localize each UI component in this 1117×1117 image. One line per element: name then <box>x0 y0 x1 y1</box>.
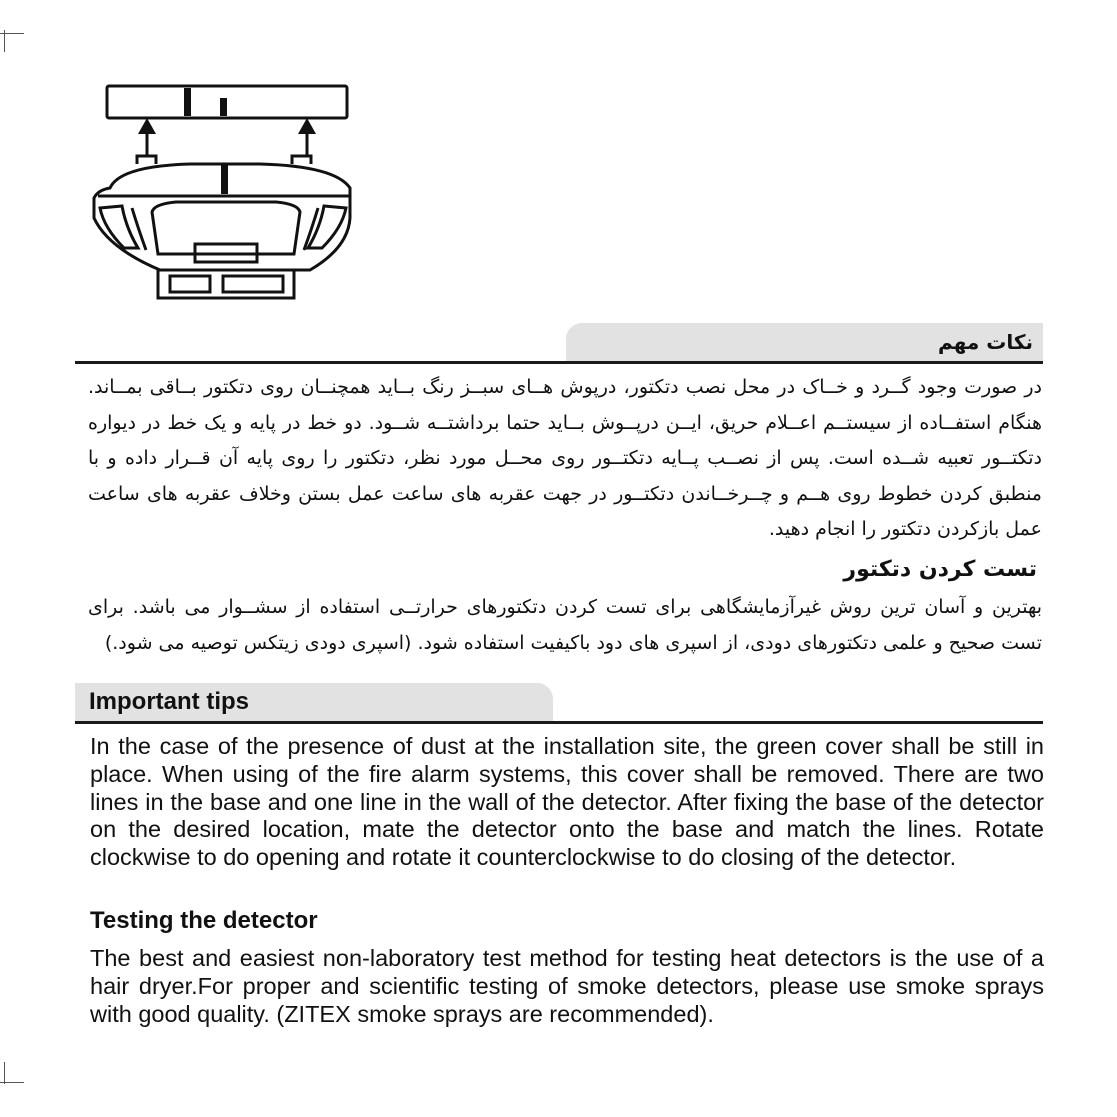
crop-mark-top-vertical <box>4 30 5 52</box>
tab-right <box>292 156 311 164</box>
cover-alignment-line-2 <box>220 98 227 116</box>
en-section-title: Important tips <box>89 688 249 715</box>
tab-left <box>137 156 156 164</box>
vent-center-chamber <box>152 202 300 254</box>
en-section-header <box>75 683 553 721</box>
en-testing-heading: Testing the detector <box>90 907 318 934</box>
body-alignment-line <box>221 164 228 194</box>
fa-header-rule <box>75 361 1043 364</box>
base-slot-right <box>223 276 283 292</box>
en-testing-paragraph: The best and easiest non-laboratory test method for testing heat detectors is the use of a hair dryer.For proper and scientific testing of smoke detectors, please use smoke sprays with good quality. (ZITEX smoke sprays are recommended). <box>90 945 1044 1027</box>
fa-section-title: نکات مهم <box>938 330 1033 354</box>
en-tips-paragraph: In the case of the presence of dust at the installation site, the green cover shall be still in place. When using of the fire alarm systems, this cover shall be removed. There are two lines in the base and one line in the wall of the detector. After fixing the base of the detector on the desired location, mate the detector onto the base and match the lines. Rotate clockwise to do opening and rotate it counterclockwise to do closing of the detector. <box>90 733 1044 871</box>
arrow-right-head <box>298 118 316 134</box>
en-header-rule <box>75 721 1043 724</box>
fa-section-header <box>566 323 1043 361</box>
fa-testing-paragraph: بهترین و آسان ترین روش غیرآزمایشگاهی برای تست کردن دتکتورهای حرارتــی استفاده از سشــوار می باشد. برای تست صحیح و علمی دتکتورهای دودی، از اسپری های دود باکیفیت استفاده شود. (اسپری دودی زیتکس توصیه می شود.) <box>88 596 1042 654</box>
crop-mark-bottom-vertical <box>4 1062 5 1084</box>
detector-installation-illustration <box>80 78 370 308</box>
fa-testing-heading: تست کردن دتکتور <box>843 557 1037 582</box>
arrow-left-head <box>138 118 156 134</box>
detector-base <box>158 270 294 298</box>
base-slot-left <box>170 276 210 292</box>
fa-tips-paragraph: در صورت وجود گــرد و خــاک در محل نصب دتکتور، درپوش هــای سبــز رنگ بــاید همچنــان روی دتکتور بــاقی بمــاند. هنگام استفــاده از سیستــم اعــلام حریق، ایــن درپــوش بــاید حتما برداشتــه شــود. دو خط در پایه و یک خط در دیواره دتکتــور تعبیه شــده است. پس از نصــب پــایه دتکتــور روی محــل مورد نظر، دتکتور را روی پایه آن قــرار داده و با منطبق کردن خطوط روی هــم و چــرخــاندن دتکتــور در جهت عقربه های ساعت عمل بستن وخلاف عقربه های ساعت عمل بازکردن دتکتور را انجام دهید. <box>88 376 1042 541</box>
cover-alignment-line-1 <box>184 88 191 116</box>
